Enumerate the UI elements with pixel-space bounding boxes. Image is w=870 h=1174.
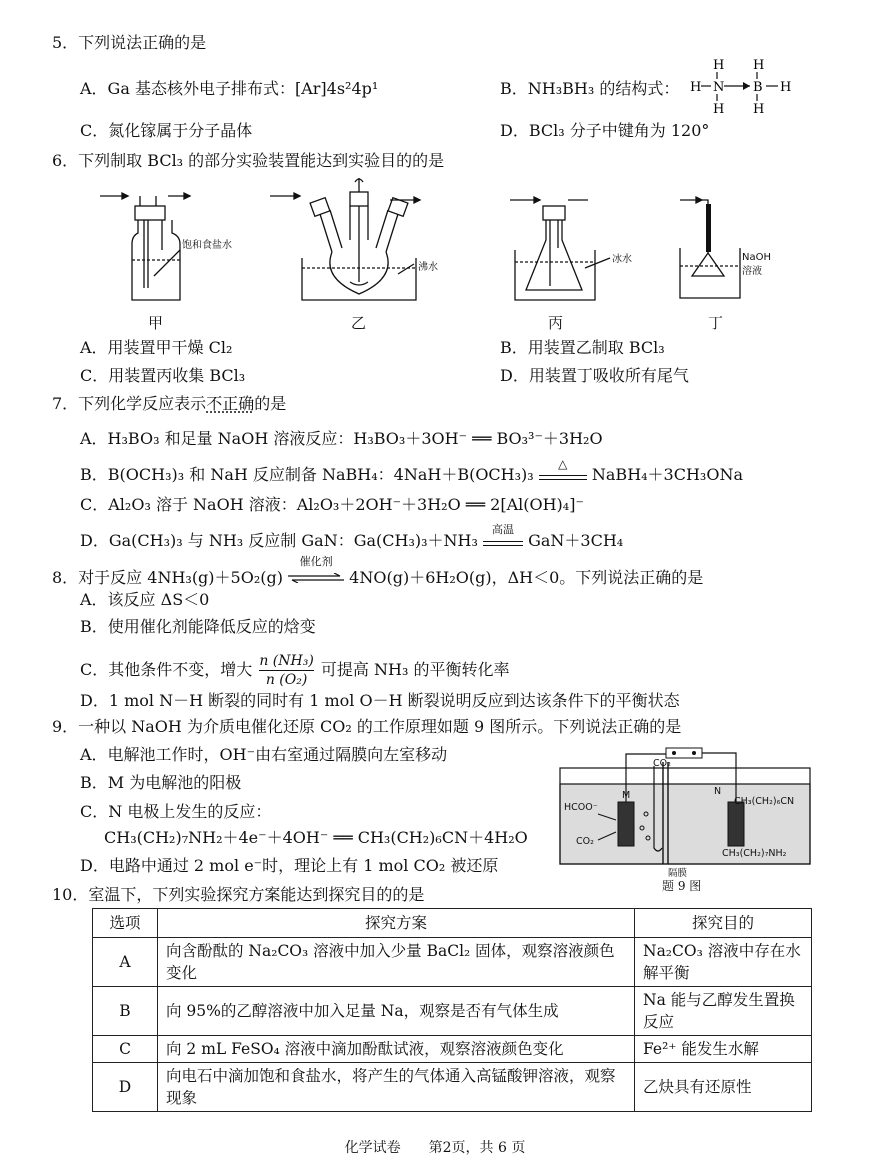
- q5-option-b: B．NH₃BH₃ 的结构式：: [500, 79, 680, 98]
- table-cell-purpose: Na₂CO₃ 溶液中存在水解平衡: [635, 938, 812, 987]
- label-membrane: 隔膜: [668, 868, 688, 879]
- struct-h-top-b: H: [753, 58, 765, 73]
- table-header-row: [93, 909, 812, 938]
- q5-structure-diagram: [688, 55, 798, 117]
- q8-stem-post: 4NO(g)＋6H₂O(g)，ΔH＜0。下列说法正确的是: [349, 568, 704, 587]
- q7-stem: [52, 393, 286, 415]
- q9-option-a: A．电解池工作时，OH⁻由右室通过隔膜向左室移动: [80, 745, 448, 764]
- q7-option-b: [80, 457, 744, 486]
- q8-c-denominator: n (O₂): [265, 672, 308, 688]
- q5-option-c: C．氮化镓属于分子晶体: [80, 121, 253, 140]
- table-cell-option: A: [93, 938, 158, 987]
- q10-stem: 10．室温下，下列实验探究方案能达到探究目的的是: [52, 885, 425, 904]
- q8-option-d: D．1 mol N－H 断裂的同时有 1 mol O－H 断裂说明反应到达该条件下的平衡状态: [80, 691, 680, 710]
- q9-option-c: C．N 电极上发生的反应：: [80, 802, 272, 821]
- table-cell-purpose: 乙炔具有还原性: [635, 1063, 812, 1112]
- q6-option-a: A．用装置甲干燥 Cl₂: [80, 338, 233, 357]
- q5-stem: 5．下列说法正确的是: [52, 33, 207, 52]
- table-row: [93, 1036, 812, 1063]
- q7-option-d: [80, 523, 624, 552]
- fig-label-yi: 乙: [351, 314, 367, 332]
- q7-d-post: GaN＋3CH₄: [528, 531, 624, 550]
- struct-h-right: H: [780, 80, 792, 95]
- q7-b-condition: △: [558, 457, 568, 471]
- q6-stem: 6．下列制取 BCl₃ 的部分实验装置能达到实验目的的是: [52, 151, 445, 170]
- q9-electrolysis-figure: [558, 744, 818, 892]
- q10-table: [92, 908, 812, 1112]
- q8-option-c: [80, 652, 509, 689]
- table-cell-option: C: [93, 1036, 158, 1063]
- struct-n: N: [713, 80, 725, 95]
- q8-c-post: 可提高 NH₃ 的平衡转化率: [320, 660, 510, 679]
- q7-b-condition-arrow: [539, 457, 587, 480]
- table-cell-purpose: Na 能与乙醇发生置换反应: [635, 987, 812, 1036]
- label-saltwater: 饱和食盐水: [182, 240, 232, 251]
- struct-h-bottom-n: H: [713, 102, 725, 117]
- q9-option-d: D．电路中通过 2 mol e⁻时，理论上有 1 mol CO₂ 被还原: [80, 856, 499, 875]
- page-footer: 化学试卷 第2页，共 6 页: [344, 1140, 526, 1156]
- q6-apparatus-figure: [80, 178, 840, 333]
- table-row: [93, 938, 812, 987]
- table-header-plan: 探究方案: [158, 909, 635, 938]
- struct-b: B: [753, 80, 763, 95]
- table-cell-plan: 向 2 mL FeSO₄ 溶液中滴加酚酞试液，观察溶液颜色变化: [158, 1036, 635, 1063]
- q7-stem-emphasis: 不正确: [206, 394, 255, 413]
- label-naoh: NaOH: [742, 252, 771, 263]
- struct-h-bottom-b: H: [753, 102, 765, 117]
- q8-option-a: A．该反应 ΔS＜0: [80, 590, 210, 609]
- label-co2-left: CO₂: [576, 836, 594, 847]
- table-cell-purpose: Fe²⁺ 能发生水解: [635, 1036, 812, 1063]
- q9-stem: 9．一种以 NaOH 为介质电催化还原 CO₂ 的工作原理如题 9 图所示。下列说法正确的是: [52, 717, 682, 736]
- fig-label-ding: 丁: [708, 314, 724, 332]
- q7-option-c: C．Al₂O₃ 溶于 NaOH 溶液：Al₂O₃＋2OH⁻＋3H₂O ══ 2[Al(OH)₄]⁻: [80, 495, 584, 514]
- label-hcoo: HCOO⁻: [564, 802, 598, 813]
- q8-c-fraction: [259, 652, 313, 689]
- label-nitrile: CH₃(CH₂)₆CN: [734, 796, 795, 807]
- label-amine: CH₃(CH₂)₇NH₂: [722, 848, 787, 859]
- q7-stem-post: 的是: [254, 394, 287, 413]
- table-cell-option: B: [93, 987, 158, 1036]
- fig-label-bing: 丙: [548, 314, 564, 332]
- fig-label-jia: 甲: [148, 314, 164, 332]
- q7-d-pre: D．Ga(CH₃)₃ 与 NH₃ 反应制 GaN：Ga(CH₃)₃＋NH₃: [80, 531, 478, 550]
- fig9-caption: 题 9 图: [662, 879, 702, 892]
- struct-h-left: H: [690, 80, 702, 95]
- q7-d-condition-arrow: [483, 523, 523, 546]
- q8-catalyst-arrow: [288, 555, 344, 583]
- q9-option-b: B．M 为电解池的阳极: [80, 773, 242, 792]
- table-row: [93, 1063, 812, 1112]
- table-cell-plan: 向含酚酞的 Na₂CO₃ 溶液中加入少量 BaCl₂ 固体，观察溶液颜色变化: [158, 938, 635, 987]
- label-electrode-n: N: [714, 786, 722, 797]
- table-cell-plan: 向电石中滴加饱和食盐水，将产生的气体通入高锰酸钾溶液，观察现象: [158, 1063, 635, 1112]
- q5-option-d: D．BCl₃ 分子中键角为 120°: [500, 121, 710, 140]
- q8-c-pre: C．其他条件不变，增大: [80, 660, 253, 679]
- label-boiling-water: 沸水: [418, 262, 438, 273]
- label-solution: 溶液: [742, 266, 762, 277]
- q8-condition: 催化剂: [299, 555, 333, 568]
- q8-stem-pre: 8．对于反应 4NH₃(g)＋5O₂(g): [52, 568, 283, 587]
- table-row: [93, 987, 812, 1036]
- q6-option-d: D．用装置丁吸收所有尾气: [500, 366, 689, 385]
- q5-option-a: A．Ga 基态核外电子排布式：[Ar]4s²4p¹: [80, 79, 379, 98]
- q8-c-numerator: n (NH₃): [259, 653, 314, 669]
- q7-b-pre: B．B(OCH₃)₃ 和 NaH 反应制备 NaBH₄：4NaH＋B(OCH₃)₃: [80, 465, 534, 484]
- table-cell-plan: 向 95%的乙醇溶液中加入足量 Na，观察是否有气体生成: [158, 987, 635, 1036]
- q7-stem-pre: 7．下列化学反应表示: [52, 394, 207, 413]
- q7-option-a: A．H₃BO₃ 和足量 NaOH 溶液反应：H₃BO₃＋3OH⁻ ══ BO₃³⁻＋3H₂O: [80, 429, 603, 448]
- label-electrode-m: M: [622, 790, 631, 801]
- table-cell-option: D: [93, 1063, 158, 1112]
- q8-stem: [52, 555, 704, 589]
- label-ice-water: 冰水: [612, 254, 632, 265]
- q8-option-b: B．使用催化剂能降低反应的焓变: [80, 617, 316, 636]
- q7-d-condition: 高温: [491, 523, 514, 536]
- table-header-option: 选项: [93, 909, 158, 938]
- table-header-purpose: 探究目的: [635, 909, 812, 938]
- q6-option-c: C．用装置丙收集 BCl₃: [80, 366, 246, 385]
- q7-b-post: NaBH₄＋3CH₃ONa: [591, 465, 744, 484]
- q6-option-b: B．用装置乙制取 BCl₃: [500, 338, 665, 357]
- label-co2-top: CO₂: [653, 758, 671, 769]
- q9-option-c-equation: CH₃(CH₂)₇NH₂＋4e⁻＋4OH⁻ ══ CH₃(CH₂)₆CN＋4H₂O: [104, 828, 528, 847]
- struct-h-top-n: H: [713, 58, 725, 73]
